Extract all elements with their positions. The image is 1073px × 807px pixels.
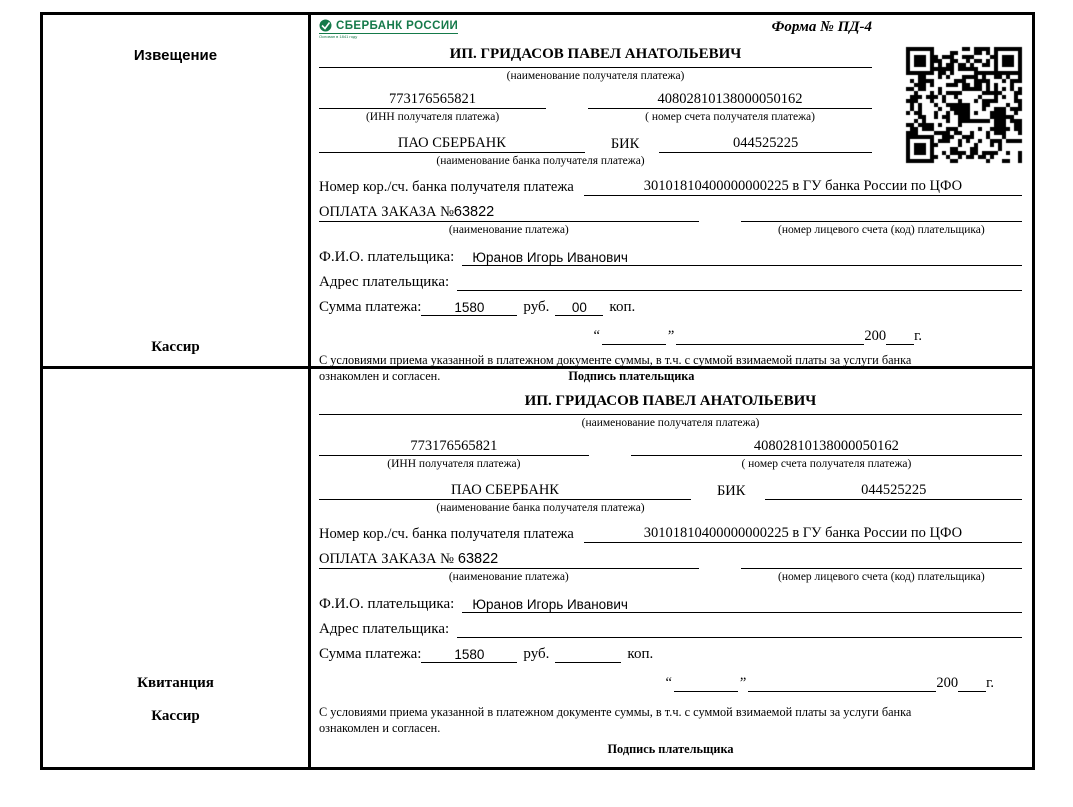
payment-prefix-2: ОПЛАТА ЗАКАЗА №: [319, 551, 454, 567]
inn-value: 773176565821: [319, 91, 546, 109]
agreement-line2-2: ознакомлен и согласен.: [319, 720, 441, 735]
sberbank-emblem-icon: [319, 19, 332, 32]
kop-label-2: коп.: [627, 646, 654, 662]
account-value: 40802810138000050162: [588, 91, 872, 109]
payment-name: [319, 204, 699, 222]
account-caption-2: ( номер счета получателя платежа): [741, 458, 912, 470]
bank-caption-2: (наименование банка получателя платежа): [436, 502, 645, 514]
notice-section: [311, 15, 1032, 383]
address-label-2: Адрес плательщика:: [319, 621, 450, 637]
date-month-blank-2: [748, 691, 936, 692]
sum-rub-value: 1580: [421, 300, 517, 316]
year-blank: [886, 344, 914, 345]
date-month-blank: [676, 344, 864, 345]
corr-account-row: [319, 171, 1022, 196]
bank-name: ПАО СБЕРБАНК: [319, 135, 585, 153]
quote-open-2: “: [665, 675, 672, 691]
account-value-2: 40802810138000050162: [631, 438, 1022, 456]
payment-caption: (наименование платежа): [448, 224, 569, 236]
notice-label: Извещение: [133, 47, 218, 64]
payer-address-row-2: [319, 613, 1022, 638]
receipt-left-column: [43, 369, 311, 767]
receipt-section: [311, 369, 1032, 767]
bank-row-2: [319, 475, 1022, 500]
payer-name-value-2: Юранов Игорь Иванович: [462, 597, 1022, 613]
personal-account-caption: (номер лицевого счета (код) плательщика): [778, 224, 985, 236]
kop-label: коп.: [609, 299, 636, 315]
recipient-name: ИП. ГРИДАСОВ ПАВЕЛ АНАТОЛЬЕВИЧ: [319, 46, 872, 68]
form-number: Форма № ПД-4: [771, 19, 872, 35]
notice-left-column: [43, 15, 311, 369]
payment-caption-2: (наименование платежа): [448, 571, 569, 583]
inn-caption: (ИНН получателя платежа): [365, 111, 500, 123]
date-day-blank: [602, 344, 666, 345]
qr-code: [904, 45, 1024, 165]
payer-name-row: [319, 241, 1022, 266]
agreement-line1: С условиями приема указанной в платежном документе суммы, в т.ч. с суммой взимаемой платы за услуги банка: [319, 353, 912, 367]
corr-value: 30101810400000000225 в ГУ банка России по ЦФО: [584, 178, 1022, 196]
address-value-blank: [457, 290, 1022, 291]
quote-close-2: ”: [739, 675, 747, 691]
order-number: 63822: [453, 204, 495, 220]
payment-prefix: ОПЛАТА ЗАКАЗА №: [319, 204, 454, 220]
inn-account-row-2: [319, 433, 1022, 456]
rub-label-2: руб.: [523, 646, 550, 662]
bank-row: [319, 128, 872, 153]
inn-account-captions: [319, 109, 872, 128]
agreement-line2: ознакомлен и согласен.: [319, 368, 441, 383]
address-label: Адрес плательщика:: [319, 274, 450, 290]
quote-close: ”: [667, 328, 675, 344]
agreement-line1-2: С условиями приема указанной в платежном документе суммы, в т.ч. с суммой взимаемой платы за услуги банка: [319, 705, 912, 719]
corr-label: Номер кор./сч. банка получателя платежа: [319, 179, 574, 195]
header-row: [319, 19, 872, 46]
sum-kop-blank-2: [555, 662, 621, 663]
sberbank-logo-text: СБЕРБАНК РОССИИ: [336, 19, 459, 32]
corr-label-2: Номер кор./сч. банка получателя платежа: [319, 526, 574, 542]
payer-address-row: [319, 266, 1022, 291]
personal-account-caption-2: (номер лицевого счета (код) плательщика): [778, 571, 985, 583]
rub-label: руб.: [523, 299, 550, 315]
payment-name-row-2: [319, 543, 1022, 569]
year-blank-2: [958, 691, 986, 692]
payment-captions-2: [319, 569, 1022, 588]
inn-account-captions-2: [319, 456, 1022, 475]
date-day-blank-2: [674, 691, 738, 692]
address-value-blank-2: [457, 637, 1022, 638]
account-caption: ( номер счета получателя платежа): [645, 111, 815, 123]
date-row: [319, 318, 922, 345]
order-number-2: 63822: [457, 551, 499, 567]
corr-value-2: 30101810400000000225 в ГУ банка России по ЦФО: [584, 525, 1022, 543]
payer-name-value: Юранов Игорь Иванович: [462, 250, 1022, 266]
payer-label-2: Ф.И.О. плательщика:: [319, 596, 455, 612]
sum-label: Сумма платежа:: [319, 299, 422, 315]
recipient-caption: (наименование получателя платежа): [506, 70, 685, 82]
payment-captions: [319, 222, 1022, 241]
bank-caption: (наименование банка получателя платежа): [436, 155, 645, 167]
sum-label-2: Сумма платежа:: [319, 646, 422, 662]
payment-name-2: [319, 551, 699, 569]
bik-label: БИК: [610, 136, 640, 152]
payer-name-row-2: [319, 588, 1022, 613]
quote-open: “: [593, 328, 600, 344]
year-suffix-2: г.: [986, 675, 994, 691]
inn-account-row: [319, 86, 872, 109]
bik-value: 044525225: [659, 135, 872, 153]
year-suffix: г.: [914, 328, 922, 344]
cashier-label-2: Кассир: [151, 708, 200, 724]
bik-label-2: БИК: [716, 483, 746, 499]
corr-account-row-2: [319, 518, 1022, 543]
year-prefix-2: 200: [936, 675, 959, 691]
year-prefix: 200: [864, 328, 887, 344]
sum-kop-value: 00: [555, 300, 603, 316]
bik-value-2: 044525225: [765, 482, 1022, 500]
inn-value-2: 773176565821: [319, 438, 589, 456]
inn-caption-2: (ИНН получателя платежа): [387, 458, 521, 470]
signature-label: Подпись плательщика: [568, 368, 695, 383]
sum-rub-value-2: 1580: [421, 647, 517, 663]
signature-label-2: Подпись плательщика: [607, 741, 734, 756]
sberbank-tagline: Основан в 1841 году: [319, 34, 358, 39]
receipt-label: Квитанция: [137, 675, 214, 691]
recipient-name-2: ИП. ГРИДАСОВ ПАВЕЛ АНАТОЛЬЕВИЧ: [319, 393, 1022, 415]
pd4-form: [40, 12, 1035, 770]
bank-name-2: ПАО СБЕРБАНК: [319, 482, 691, 500]
date-row-2: [319, 665, 994, 692]
payer-label: Ф.И.О. плательщика:: [319, 249, 455, 265]
cashier-label: Кассир: [151, 339, 200, 355]
recipient-caption-2: (наименование получателя платежа): [581, 417, 760, 429]
sum-row: [319, 291, 1022, 316]
payment-name-row: [319, 196, 1022, 222]
sum-row-2: [319, 638, 1022, 663]
sberbank-logo: [319, 19, 458, 39]
